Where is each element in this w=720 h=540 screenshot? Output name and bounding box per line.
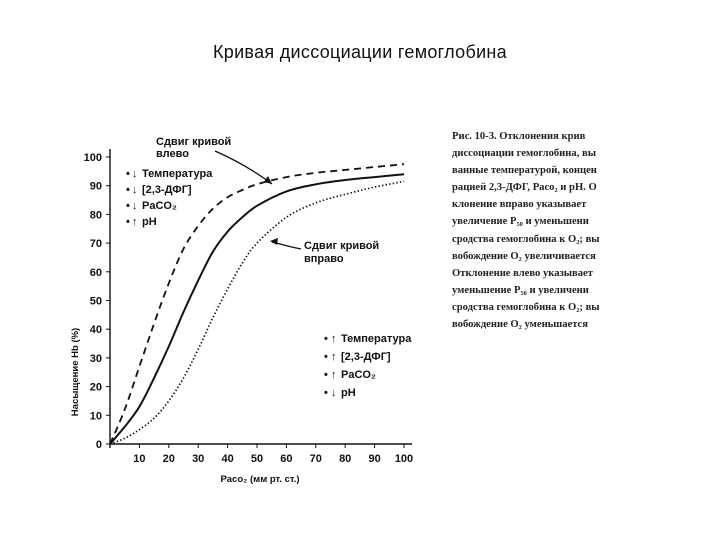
left-factor-bullet: • — [126, 216, 130, 228]
x-tick-label: 70 — [309, 453, 322, 465]
caption-line: увеличение P₅₀ и уменьшени — [452, 216, 589, 228]
up-arrow-icon: ↑ — [331, 369, 337, 381]
figure-caption — [452, 128, 642, 333]
x-tick-label: 90 — [368, 453, 381, 465]
left-factor-temperature: Температура — [142, 168, 213, 180]
x-tick-label: 100 — [394, 453, 414, 465]
right-factors — [324, 333, 412, 399]
x-tick-label: 40 — [221, 453, 234, 465]
caption-line: Рис. 10-3. Отклонения крив — [452, 131, 586, 142]
down-arrow-icon: ↓ — [132, 184, 138, 196]
down-arrow-icon: ↓ — [331, 387, 337, 399]
slide-title: Кривая диссоциации гемоглобина — [212, 42, 507, 62]
down-arrow-icon: ↓ — [132, 200, 138, 212]
y-tick-label: 50 — [89, 295, 102, 308]
caption-line: Отклонение влево указывает — [452, 267, 593, 279]
caption-line: клонение вправо указывает — [452, 199, 587, 211]
right-shift-label-line2: вправо — [304, 253, 344, 265]
x-tick-label: 30 — [192, 453, 205, 465]
y-axis — [84, 149, 110, 451]
right-factor-paco2: PaCO₂ — [341, 369, 376, 381]
y-tick-label: 10 — [89, 410, 102, 423]
y-tick-label: 30 — [89, 352, 102, 365]
down-arrow-icon: ↓ — [132, 168, 138, 180]
right-factor-bullet: • — [324, 351, 328, 363]
left-factor-dpg: [2,3-ДФГ] — [142, 184, 192, 196]
right-factor-ph: pH — [341, 387, 356, 399]
x-tick-label: 10 — [133, 453, 146, 465]
y-tick-label: 90 — [89, 180, 102, 193]
x-tick-label: 20 — [162, 453, 175, 465]
caption-line: ванные температурой, концен — [452, 165, 597, 177]
x-tick-label: 80 — [339, 453, 352, 465]
left-shift-label-line2: влево — [156, 148, 189, 160]
caption-line: вобождение O₂ уменьшается — [452, 319, 588, 331]
up-arrow-icon: ↑ — [331, 351, 337, 363]
y-tick-label: 60 — [89, 266, 102, 279]
right-factor-bullet: • — [324, 387, 328, 399]
left-factor-bullet: • — [126, 200, 130, 212]
right-shift-label-line1: Сдвиг кривой — [304, 240, 380, 252]
right-factor-temperature: Температура — [341, 333, 412, 345]
y-tick-label: 100 — [83, 152, 102, 164]
y-tick-label: 80 — [89, 209, 102, 222]
right-factor-bullet: • — [324, 333, 328, 345]
x-tick-label: 50 — [250, 453, 264, 465]
left-factor-paco2: PaCO₂ — [142, 200, 177, 212]
y-tick-label: 0 — [95, 439, 102, 451]
x-axis — [110, 444, 413, 465]
left-factor-bullet: • — [126, 184, 130, 196]
y-axis-label: Насыщение Hb (%) — [70, 327, 81, 417]
left-factor-bullet: • — [126, 168, 130, 180]
right-factor-bullet: • — [324, 369, 328, 381]
caption-line: уменьшение P₅₀ и увеличени — [452, 284, 589, 296]
caption-line: вобождение O₂ увеличивается — [452, 250, 596, 262]
caption-line: рацией 2,3-ДФГ, Paco₂ и pH. О — [452, 182, 597, 194]
y-tick-label: 20 — [89, 381, 102, 394]
dissociation-chart — [60, 120, 430, 500]
left-factor-ph: pH — [142, 216, 157, 228]
caption-line: сродства гемоглобина к O₂; вы — [452, 301, 600, 313]
left-shift-arrow — [215, 151, 272, 184]
right-factor-dpg: [2,3-ДФГ] — [341, 351, 391, 363]
up-arrow-icon: ↑ — [132, 216, 138, 228]
y-tick-label: 70 — [89, 238, 102, 251]
caption-line: диссоциации гемоглобина, вы — [452, 148, 596, 160]
up-arrow-icon: ↑ — [331, 333, 337, 345]
left-shift-label-line1: Сдвиг кривой — [156, 136, 232, 148]
y-tick-label: 40 — [89, 324, 102, 337]
caption-line: сродства гемоглобина к O₂; вы — [452, 233, 600, 245]
x-tick-label: 60 — [280, 453, 293, 465]
x-axis-label: Paco₂ (мм рт. ст.) — [220, 474, 300, 485]
curve-solid — [110, 174, 404, 444]
right-shift-arrowhead — [270, 238, 278, 245]
left-factors — [126, 168, 213, 228]
